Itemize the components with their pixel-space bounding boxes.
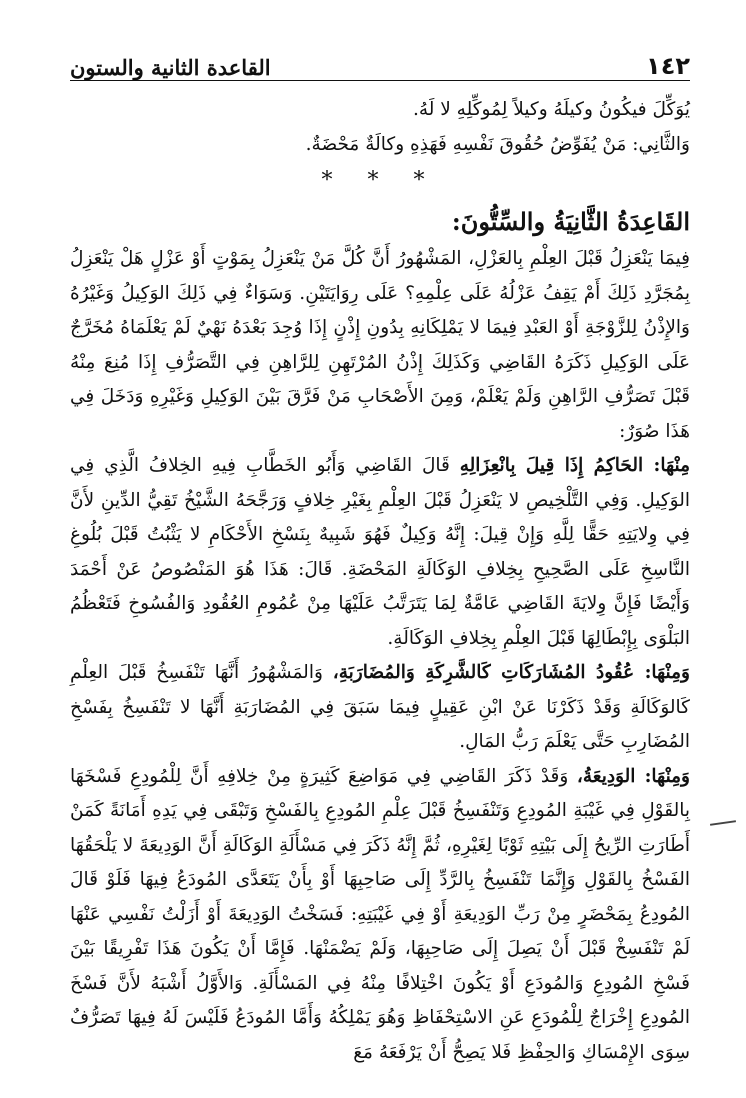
paragraph-judge [70,449,690,656]
section-title: القَاعِدَةُ الثَّانِيَةُ والسِّتُّونَ: [451,207,690,236]
page-number: ١٤٢ [646,52,690,80]
paragraph-partnerships-body: وَالمَشْهُورُ أَنَّهَا تَنْفَسِخُ قَبْلَ العِلْمِ كَالوَكَالَةِ وَقَدْ ذَكَرْنَا عَنْ ابْنِ عَقِيلٍ فِيمَا سَبَقَ فِي المُضَارَبَةِ أَنَّهَا لا تَنْفَسِخُ بِفَسْخِ المُضَارِبِ حَتَّى يَعْلَمَ رَبُّ المَالِ. [70,662,690,752]
section-separator: * * * [321,168,439,193]
paragraph-partnerships-lead: وَمِنْهَا: عُقُودُ المُشَارَكَاتِ كَالشَّرِكَةِ وَالمُضَارَبَةِ، [332,662,690,683]
running-header [70,44,690,81]
margin-pen-mark [710,820,736,826]
paragraph-deposit-lead: وَمِنْهَا: الوَدِيعَةُ، [576,765,690,787]
intro-line-2: وَالثَّانِي: مَنْ يُفَوِّضُ حُقُوقَ نَفْسِهِ فَهَذِهِ وكالَةٌ مَحْضَةٌ. [305,133,690,155]
book-page [70,44,690,1084]
running-title: القاعدة الثانية والستون [70,55,271,80]
paragraph-deposit [70,760,690,1071]
paragraph-rule: فِيمَا يَنْعَزِلُ قَبْلَ العِلْمِ بِالعَزْلِ، المَشْهُورُ أَنَّ كُلَّ مَنْ يَنْعَزِلُ بِمَوْتٍ أَوْ عَزْلٍ هَلْ يَنْعَزِلُ بِمُجَرَّدِ ذَلِكَ أَمْ يَقِفُ عَزْلُهُ عَلَى عِلْمِهِ؟ عَلَى رِوَايَتَيْنِ. وَسَوَاءٌ فِي ذَلِكَ الوَكِيلُ وَغَيْرُهُ وَالإِذْنُ لِلزَّوْجَةِ أَوْ العَبْدِ فِيمَا لا يَمْلِكَانِهِ بِدُونِ إِذْنٍ إِذَا وُجِدَ بَعْدَهُ نَهْيٌ لَمْ يَعْلَمَاهُ مُخَرَّجٌ عَلَى الوَكِيلِ ذَكَرَهُ القَاضِي وَكَذَلِكَ إِذْنُ المُرْتَهِنِ لِلرَّاهِنِ فِي التَّصَرُّفِ إِذَا مُنِعَ مِنْهُ قَبْلَ تَصَرُّفِ الرَّاهِنِ وَلَمْ يَعْلَمْ، وَمِنَ الأَصْحَابِ مَنْ فَرَّقَ بَيْنَ الوَكِيلِ وَغَيْرِهِ وَدَخَلَ فِي هَذَا صُوَرٌ: [70,248,690,442]
intro-line-1: يُوَكِّلَ فيكُونُ وكيلَهُ وكيلاً لِمُوكِّلِهِ لا لَهُ. [412,99,690,120]
paragraph-partnerships [70,656,690,760]
paragraph-judge-body: قَالَ القَاضِي وَأَبُو الخَطَّابِ فِيهِ الخِلافُ الَّذِي فِي الوَكِيلِ. وَفِي التَّلْخِيصِ لا يَنْعَزِلُ قَبْلَ العِلْمِ بِغَيْرِ خِلافٍ وَرَجَّحَهُ الشَّيْخُ تَقِيُّ الدِّينِ لأَنَّ فِي وِلايَتِهِ حَقًّا لِلَّهِ وَإِنْ قِيلَ: إِنَّهُ وَكِيلٌ فَهُوَ شَبِيهٌ بِنَسْخِ الأَحْكَامِ لا يَثْبُتُ قَبْلَ بُلُوغِ النَّاسِخِ عَلَى الصَّحِيحِ بِخِلافِ الوَكَالَةِ المَحْضَةِ. قَالَ: هَذَا هُوَ المَنْصُوصُ عَنْ أَحْمَدَ وَأَيْضًا فَإِنَّ وِلايَةَ القَاضِي عَامَّةٌ لِمَا يَتَرَتَّبُ عَلَيْهَا مِنْ عُمُومِ العُقُودِ وَالفُسُوخِ فَتَعْظُمُ البَلْوَى بِإِبْطَالِهَا قَبْلَ العِلْمِ بِخِلافِ الوَكَالَةِ. [70,455,690,649]
paragraph-judge-lead: مِنْهَا: الحَاكِمُ إِذَا قِيلَ بِانْعِزَالِهِ [459,455,690,476]
paragraph-deposit-body: وَقَدْ ذَكَرَ القَاضِي فِي مَوَاضِعَ كَثِيرَةٍ مِنْ خِلافِهِ أَنَّ لِلْمُودِعِ فَسْخَهَا بِالقَوْلِ فِي غَيْبَةِ المُودِعِ وَتَنْفَسِخُ قَبْلَ عِلْمِ المُودِعِ بِالفَسْخِ وَتَبْقَى فِي يَدِهِ أَمَانَةً كَمَنْ أَطَارَتِ الرِّيحُ إِلَى بَيْتِهِ ثَوْبًا لِغَيْرِهِ، ثُمَّ إِنَّهُ ذَكَرَ فِي مَسْأَلَةِ الوَكَالَةِ أَنَّ الوَدِيعَةَ لا يَلْحَقُهَا الفَسْخُ بِالقَوْلِ وَإِنَّمَا تَنْفَسِخُ بِالرَّدِّ إِلَى صَاحِبِهَا أَوْ بِأَنْ يَتَعَدَّى المُودَعُ فِيهَا فَلَوْ قَالَ المُودِعُ بِمَحْضَرٍ مِنْ رَبِّ الوَدِيعَةِ أَوْ فِي غَيْبَتِهِ: فَسَخْتُ الوَدِيعَةَ أَوْ أَزَلْتُ نَفْسِي عَنْهَا لَمْ تَنْفَسِخْ قَبْلَ أَنْ يَصِلَ إِلَى صَاحِبِهَا، وَلَمْ يَضْمَنْهَا. فَإِمَّا أَنْ يَكُونَ هَذَا تَفْرِيقًا بَيْنَ فَسْخِ المُودِعِ وَالمُودَعِ أَوْ يَكُونَ اخْتِلافًا مِنْهُ فِي المَسْأَلَةِ. وَالأَوَّلُ أَشْبَهُ لأَنَّ فَسْخَ المُودِعِ إِخْرَاجٌ لِلْمُودَعِ عَنِ الاسْتِحْفَاظِ وَهُوَ يَمْلِكُهُ وَأَمَّا المُودَعُ فَلَيْسَ لَهُ فِيهَا تَصَرُّفٌ سِوَى الإِمْسَاكِ وَالحِفْظِ فَلا يَصِحُّ أَنْ يَرْفَعَهُ مَعَ [70,765,690,1063]
